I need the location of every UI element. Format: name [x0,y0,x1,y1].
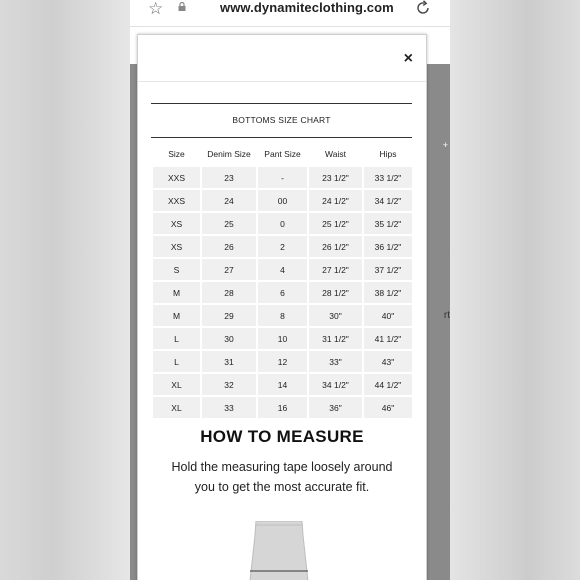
table-header-row [153,143,412,165]
reload-icon[interactable] [415,0,431,16]
star-icon[interactable]: ☆ [148,0,164,18]
table-cell: 4 [258,259,307,280]
phone-screen [130,0,450,580]
column-header: Pant Size [264,149,301,159]
divider [151,137,412,138]
table-cell: 26 [202,236,256,257]
table-cell: - [258,167,307,188]
table-row [153,305,412,326]
table-cell: 33 [202,397,256,418]
table-cell: M [153,305,200,326]
table-cell: 44 1/2" [364,374,412,395]
table-cell: 30" [309,305,362,326]
close-button[interactable]: × [403,50,413,67]
table-cell: 43" [364,351,412,372]
how-to-measure-text: Hold the measuring tape loosely around you to get the most accurate fit. [171,460,393,494]
column-header: Size [168,149,185,159]
table-cell: 12 [258,351,307,372]
table-cell: XS [153,236,200,257]
browser-address-bar [130,0,450,24]
table-cell: 00 [258,190,307,211]
table-cell: 28 [202,282,256,303]
lock-icon [178,2,186,11]
table-cell: 35 1/2" [364,213,412,234]
table-cell: 6 [258,282,307,303]
background-text: rt [443,310,450,321]
table-cell: XXS [153,167,200,188]
table-cell: 23 [202,167,256,188]
table-cell: 32 [202,374,256,395]
blurred-background-left [0,0,130,580]
table-cell: 27 [202,259,256,280]
column-header: Waist [325,149,346,159]
size-chart-title: BOTTOMS SIZE CHART [232,115,331,125]
table-cell: S [153,259,200,280]
table-cell: 36" [309,397,362,418]
table-row [153,397,412,418]
table-cell: XXS [153,190,200,211]
table-cell: 33" [309,351,362,372]
table-row [153,282,412,303]
table-cell: 28 1/2" [309,282,362,303]
table-row [153,351,412,372]
table-row [153,374,412,395]
table-cell: L [153,328,200,349]
url-text[interactable]: www.dynamiteclothing.com [220,0,394,15]
table-cell: 24 [202,190,256,211]
size-chart-table [151,141,414,420]
table-cell: 26 1/2" [309,236,362,257]
table-cell: 41 1/2" [364,328,412,349]
table-cell: 37 1/2" [364,259,412,280]
table-row [153,167,412,188]
table-cell: XL [153,374,200,395]
table-cell: 31 [202,351,256,372]
table-cell: 14 [258,374,307,395]
table-row [153,190,412,211]
table-cell: XS [153,213,200,234]
table-cell: XL [153,397,200,418]
table-cell: 25 [202,213,256,234]
table-row [153,236,412,257]
table-row [153,259,412,280]
how-to-measure-heading: HOW TO MEASURE [200,427,364,446]
table-cell: 23 1/2" [309,167,362,188]
table-cell: L [153,351,200,372]
table-cell: 8 [258,305,307,326]
table-cell: 29 [202,305,256,326]
column-header: Denim Size [207,149,251,159]
table-cell: 33 1/2" [364,167,412,188]
blurred-background-right [450,0,580,580]
table-cell: M [153,282,200,303]
table-cell: 31 1/2" [309,328,362,349]
column-header: Hips [379,149,397,159]
table-cell: 25 1/2" [309,213,362,234]
measurement-figure-image [248,521,310,580]
divider [138,81,426,82]
table-cell: 2 [258,236,307,257]
table-cell: 27 1/2" [309,259,362,280]
size-chart-modal [137,34,427,580]
table-row [153,328,412,349]
background-text: + [442,140,448,150]
table-cell: 36 1/2" [364,236,412,257]
divider [151,103,412,104]
table-cell: 24 1/2" [309,190,362,211]
table-cell: 0 [258,213,307,234]
table-cell: 30 [202,328,256,349]
table-cell: 34 1/2" [364,190,412,211]
table-cell: 38 1/2" [364,282,412,303]
table-cell: 40" [364,305,412,326]
table-cell: 10 [258,328,307,349]
table-cell: 16 [258,397,307,418]
table-cell: 46" [364,397,412,418]
table-cell: 34 1/2" [309,374,362,395]
table-row [153,213,412,234]
